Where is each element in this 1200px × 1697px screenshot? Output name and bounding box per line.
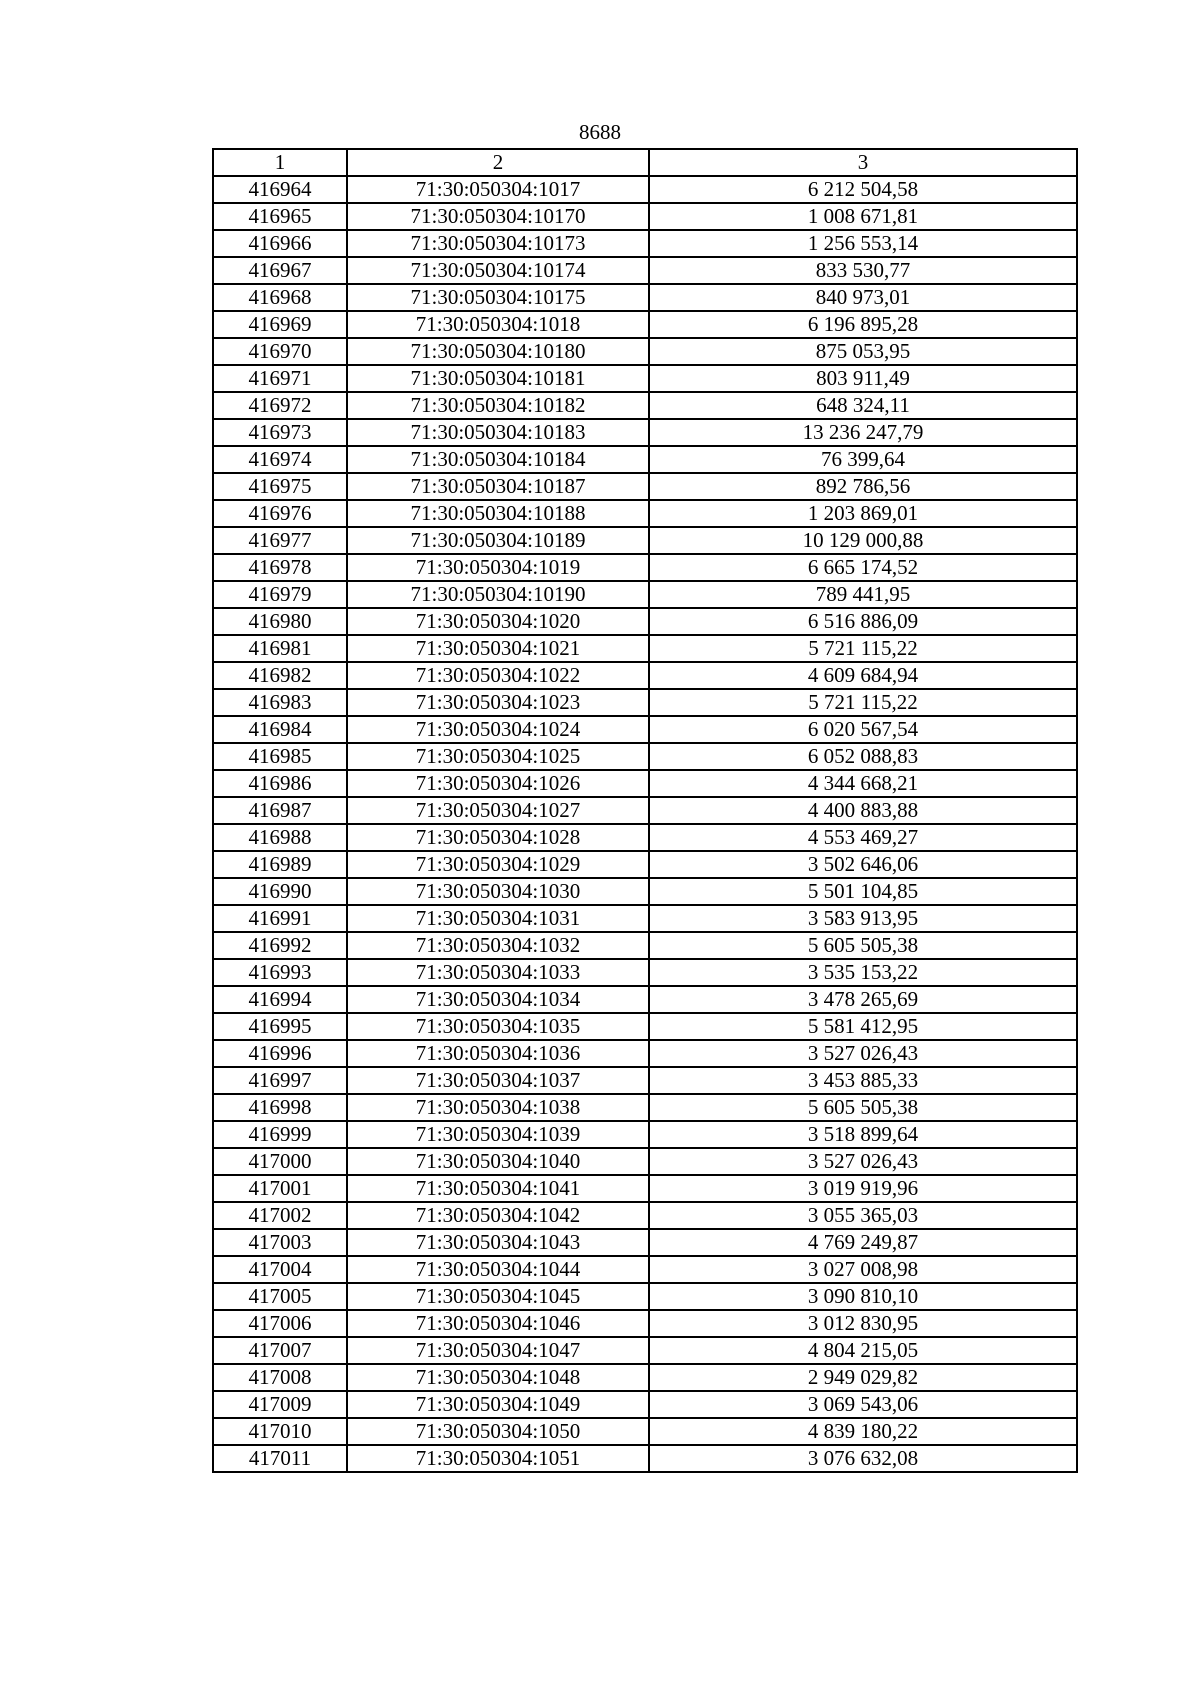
value-cell: 2 949 029,82	[649, 1364, 1077, 1391]
table-row	[213, 1040, 1077, 1067]
value-cell: 13 236 247,79	[649, 419, 1077, 446]
value-cell: 5 721 115,22	[649, 689, 1077, 716]
value-cell: 4 553 469,27	[649, 824, 1077, 851]
value-cell: 6 052 088,83	[649, 743, 1077, 770]
value-cell: 4 839 180,22	[649, 1418, 1077, 1445]
value-cell: 833 530,77	[649, 257, 1077, 284]
cadastral-number-cell: 71:30:050304:10184	[347, 446, 649, 473]
row-number-cell: 416974	[213, 446, 347, 473]
value-cell: 3 453 885,33	[649, 1067, 1077, 1094]
row-number-cell: 416969	[213, 311, 347, 338]
table-row	[213, 203, 1077, 230]
row-number-cell: 416968	[213, 284, 347, 311]
table-row	[213, 311, 1077, 338]
cadastral-number-cell: 71:30:050304:1023	[347, 689, 649, 716]
cadastral-number-cell: 71:30:050304:1049	[347, 1391, 649, 1418]
cadastral-number-cell: 71:30:050304:1039	[347, 1121, 649, 1148]
value-cell: 3 055 365,03	[649, 1202, 1077, 1229]
cadastral-number-cell: 71:30:050304:10187	[347, 473, 649, 500]
table-row	[213, 176, 1077, 203]
row-number-cell: 417007	[213, 1337, 347, 1364]
column-header-3: 3	[649, 149, 1077, 176]
cadastral-number-cell: 71:30:050304:1022	[347, 662, 649, 689]
table-row	[213, 446, 1077, 473]
cadastral-number-cell: 71:30:050304:1041	[347, 1175, 649, 1202]
table-row	[213, 527, 1077, 554]
table-row	[213, 1337, 1077, 1364]
cadastral-number-cell: 71:30:050304:10173	[347, 230, 649, 257]
cadastral-number-cell: 71:30:050304:1029	[347, 851, 649, 878]
cadastral-number-cell: 71:30:050304:1042	[347, 1202, 649, 1229]
value-cell: 3 069 543,06	[649, 1391, 1077, 1418]
cadastral-number-cell: 71:30:050304:1030	[347, 878, 649, 905]
table-row	[213, 554, 1077, 581]
table-row	[213, 905, 1077, 932]
table-row	[213, 230, 1077, 257]
data-table	[212, 148, 1078, 1473]
cadastral-number-cell: 71:30:050304:1025	[347, 743, 649, 770]
cadastral-number-cell: 71:30:050304:10188	[347, 500, 649, 527]
cadastral-number-cell: 71:30:050304:10189	[347, 527, 649, 554]
row-number-cell: 416975	[213, 473, 347, 500]
row-number-cell: 416997	[213, 1067, 347, 1094]
value-cell: 5 581 412,95	[649, 1013, 1077, 1040]
cadastral-number-cell: 71:30:050304:10175	[347, 284, 649, 311]
table-row	[213, 689, 1077, 716]
row-number-cell: 416987	[213, 797, 347, 824]
table-row	[213, 1256, 1077, 1283]
value-cell: 803 911,49	[649, 365, 1077, 392]
cadastral-number-cell: 71:30:050304:1044	[347, 1256, 649, 1283]
table-row	[213, 1121, 1077, 1148]
cadastral-number-cell: 71:30:050304:1032	[347, 932, 649, 959]
table-row	[213, 1067, 1077, 1094]
value-cell: 3 012 830,95	[649, 1310, 1077, 1337]
cadastral-number-cell: 71:30:050304:1043	[347, 1229, 649, 1256]
cadastral-number-cell: 71:30:050304:10190	[347, 581, 649, 608]
value-cell: 648 324,11	[649, 392, 1077, 419]
table-row	[213, 797, 1077, 824]
row-number-cell: 416973	[213, 419, 347, 446]
cadastral-number-cell: 71:30:050304:1024	[347, 716, 649, 743]
row-number-cell: 416989	[213, 851, 347, 878]
cadastral-number-cell: 71:30:050304:1017	[347, 176, 649, 203]
table-body	[213, 176, 1077, 1472]
value-cell: 5 721 115,22	[649, 635, 1077, 662]
cadastral-number-cell: 71:30:050304:1046	[347, 1310, 649, 1337]
table-row	[213, 257, 1077, 284]
value-cell: 1 008 671,81	[649, 203, 1077, 230]
cadastral-number-cell: 71:30:050304:1051	[347, 1445, 649, 1472]
value-cell: 76 399,64	[649, 446, 1077, 473]
column-header-1: 1	[213, 149, 347, 176]
value-cell: 4 804 215,05	[649, 1337, 1077, 1364]
table-row	[213, 1418, 1077, 1445]
value-cell: 5 501 104,85	[649, 878, 1077, 905]
cadastral-number-cell: 71:30:050304:10183	[347, 419, 649, 446]
table-row	[213, 1175, 1077, 1202]
row-number-cell: 416972	[213, 392, 347, 419]
value-cell: 6 020 567,54	[649, 716, 1077, 743]
table-row	[213, 581, 1077, 608]
row-number-cell: 417006	[213, 1310, 347, 1337]
cadastral-number-cell: 71:30:050304:1019	[347, 554, 649, 581]
value-cell: 3 027 008,98	[649, 1256, 1077, 1283]
table-row	[213, 1013, 1077, 1040]
row-number-cell: 416978	[213, 554, 347, 581]
row-number-cell: 416998	[213, 1094, 347, 1121]
row-number-cell: 416967	[213, 257, 347, 284]
value-cell: 4 609 684,94	[649, 662, 1077, 689]
value-cell: 4 344 668,21	[649, 770, 1077, 797]
table-row	[213, 1094, 1077, 1121]
table-row	[213, 635, 1077, 662]
table-row	[213, 986, 1077, 1013]
row-number-cell: 417001	[213, 1175, 347, 1202]
value-cell: 3 535 153,22	[649, 959, 1077, 986]
table-row	[213, 473, 1077, 500]
value-cell: 5 605 505,38	[649, 932, 1077, 959]
row-number-cell: 417000	[213, 1148, 347, 1175]
cadastral-number-cell: 71:30:050304:10180	[347, 338, 649, 365]
table-row	[213, 1229, 1077, 1256]
table-row	[213, 1445, 1077, 1472]
table-row	[213, 284, 1077, 311]
cadastral-number-cell: 71:30:050304:1047	[347, 1337, 649, 1364]
value-cell: 4 769 249,87	[649, 1229, 1077, 1256]
row-number-cell: 416988	[213, 824, 347, 851]
row-number-cell: 416995	[213, 1013, 347, 1040]
table-row	[213, 419, 1077, 446]
row-number-cell: 416966	[213, 230, 347, 257]
cadastral-number-cell: 71:30:050304:10181	[347, 365, 649, 392]
cadastral-number-cell: 71:30:050304:10182	[347, 392, 649, 419]
cadastral-number-cell: 71:30:050304:1034	[347, 986, 649, 1013]
row-number-cell: 416971	[213, 365, 347, 392]
cadastral-number-cell: 71:30:050304:1036	[347, 1040, 649, 1067]
row-number-cell: 417010	[213, 1418, 347, 1445]
row-number-cell: 417009	[213, 1391, 347, 1418]
value-cell: 6 212 504,58	[649, 176, 1077, 203]
cadastral-number-cell: 71:30:050304:1035	[347, 1013, 649, 1040]
table-row	[213, 500, 1077, 527]
value-cell: 6 665 174,52	[649, 554, 1077, 581]
row-number-cell: 417011	[213, 1445, 347, 1472]
value-cell: 1 203 869,01	[649, 500, 1077, 527]
row-number-cell: 416985	[213, 743, 347, 770]
table-row	[213, 932, 1077, 959]
value-cell: 3 527 026,43	[649, 1040, 1077, 1067]
header-row	[213, 149, 1077, 176]
value-cell: 3 090 810,10	[649, 1283, 1077, 1310]
table-row	[213, 365, 1077, 392]
cadastral-number-cell: 71:30:050304:1021	[347, 635, 649, 662]
row-number-cell: 416981	[213, 635, 347, 662]
row-number-cell: 416980	[213, 608, 347, 635]
row-number-cell: 416984	[213, 716, 347, 743]
table-row	[213, 1310, 1077, 1337]
row-number-cell: 416993	[213, 959, 347, 986]
cadastral-number-cell: 71:30:050304:1037	[347, 1067, 649, 1094]
row-number-cell: 417004	[213, 1256, 347, 1283]
value-cell: 3 076 632,08	[649, 1445, 1077, 1472]
table-row	[213, 1283, 1077, 1310]
value-cell: 892 786,56	[649, 473, 1077, 500]
row-number-cell: 416994	[213, 986, 347, 1013]
row-number-cell: 416965	[213, 203, 347, 230]
row-number-cell: 416996	[213, 1040, 347, 1067]
row-number-cell: 417002	[213, 1202, 347, 1229]
cadastral-number-cell: 71:30:050304:1048	[347, 1364, 649, 1391]
row-number-cell: 416983	[213, 689, 347, 716]
value-cell: 3 527 026,43	[649, 1148, 1077, 1175]
table-row	[213, 1148, 1077, 1175]
row-number-cell: 416977	[213, 527, 347, 554]
row-number-cell: 416976	[213, 500, 347, 527]
value-cell: 1 256 553,14	[649, 230, 1077, 257]
table-row	[213, 392, 1077, 419]
cadastral-number-cell: 71:30:050304:1031	[347, 905, 649, 932]
cadastral-number-cell: 71:30:050304:1018	[347, 311, 649, 338]
row-number-cell: 416986	[213, 770, 347, 797]
table-row	[213, 608, 1077, 635]
value-cell: 10 129 000,88	[649, 527, 1077, 554]
row-number-cell: 416999	[213, 1121, 347, 1148]
table-header	[213, 149, 1077, 176]
row-number-cell: 416990	[213, 878, 347, 905]
cadastral-number-cell: 71:30:050304:1050	[347, 1418, 649, 1445]
value-cell: 4 400 883,88	[649, 797, 1077, 824]
cadastral-number-cell: 71:30:050304:1040	[347, 1148, 649, 1175]
table-row	[213, 716, 1077, 743]
table-row	[213, 743, 1077, 770]
value-cell: 789 441,95	[649, 581, 1077, 608]
value-cell: 6 196 895,28	[649, 311, 1077, 338]
table-row	[213, 851, 1077, 878]
value-cell: 3 478 265,69	[649, 986, 1077, 1013]
value-cell: 3 019 919,96	[649, 1175, 1077, 1202]
row-number-cell: 417005	[213, 1283, 347, 1310]
row-number-cell: 416982	[213, 662, 347, 689]
row-number-cell: 416970	[213, 338, 347, 365]
value-cell: 5 605 505,38	[649, 1094, 1077, 1121]
table-row	[213, 1391, 1077, 1418]
table-row	[213, 824, 1077, 851]
table-row	[213, 1202, 1077, 1229]
value-cell: 6 516 886,09	[649, 608, 1077, 635]
row-number-cell: 416964	[213, 176, 347, 203]
cadastral-number-cell: 71:30:050304:1045	[347, 1283, 649, 1310]
row-number-cell: 417008	[213, 1364, 347, 1391]
cadastral-number-cell: 71:30:050304:1038	[347, 1094, 649, 1121]
cadastral-number-cell: 71:30:050304:1026	[347, 770, 649, 797]
value-cell: 3 502 646,06	[649, 851, 1077, 878]
value-cell: 3 518 899,64	[649, 1121, 1077, 1148]
value-cell: 3 583 913,95	[649, 905, 1077, 932]
table-row	[213, 878, 1077, 905]
cadastral-number-cell: 71:30:050304:10170	[347, 203, 649, 230]
table-row	[213, 959, 1077, 986]
table-row	[213, 662, 1077, 689]
row-number-cell: 416991	[213, 905, 347, 932]
cadastral-number-cell: 71:30:050304:1027	[347, 797, 649, 824]
cadastral-number-cell: 71:30:050304:1033	[347, 959, 649, 986]
row-number-cell: 417003	[213, 1229, 347, 1256]
row-number-cell: 416979	[213, 581, 347, 608]
column-header-2: 2	[347, 149, 649, 176]
cadastral-number-cell: 71:30:050304:1020	[347, 608, 649, 635]
table-row	[213, 338, 1077, 365]
value-cell: 840 973,01	[649, 284, 1077, 311]
row-number-cell: 416992	[213, 932, 347, 959]
value-cell: 875 053,95	[649, 338, 1077, 365]
table-row	[213, 1364, 1077, 1391]
page-number: 8688	[579, 120, 621, 144]
table-row	[213, 770, 1077, 797]
cadastral-number-cell: 71:30:050304:10174	[347, 257, 649, 284]
cadastral-number-cell: 71:30:050304:1028	[347, 824, 649, 851]
